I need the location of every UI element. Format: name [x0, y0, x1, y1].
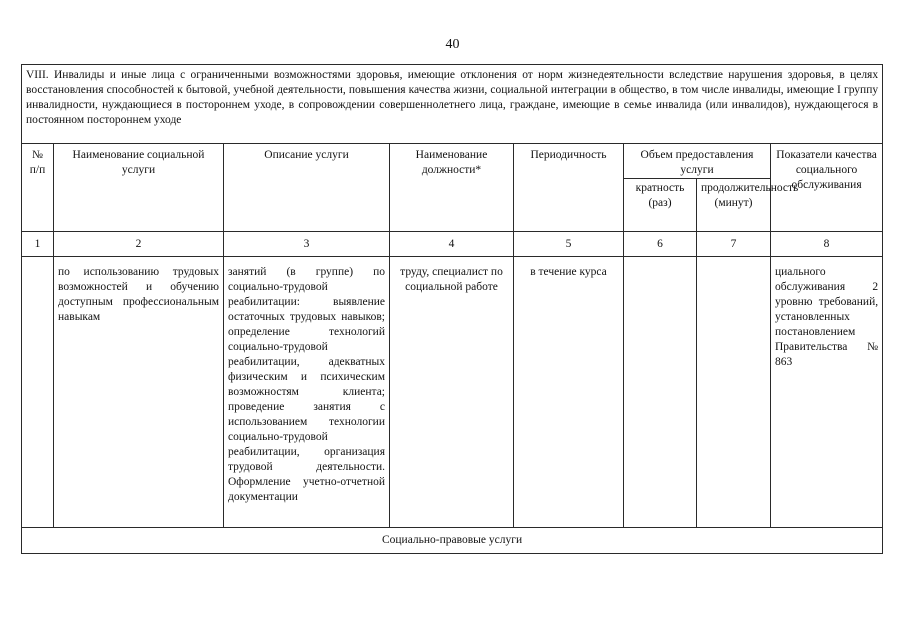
header-multiplicity: кратность (раз) — [624, 179, 697, 232]
cell-duration — [697, 257, 771, 528]
header-duration: продолжительность (минут) — [697, 179, 771, 232]
cell-periodicity: в течение курса — [514, 257, 624, 528]
cell-position: труду, специалист по социальной работе — [390, 257, 514, 528]
section-title: Социально-правовые услуги — [22, 528, 883, 554]
cell-service-description: занятий (в группе) по социально-трудовой реабилитации: выявление остаточных трудовых навыков; определение технологий социально-трудовой реабилитации, адекватных физическим и психическим возможностям клиента; проведение занятия с использованием технологии социально-трудовой реабилитации, организация трудовой деятельности. Оформление учетно-отчетной документации — [224, 257, 390, 528]
column-number-row — [22, 232, 883, 257]
header-quality: Показатели качества социального обслуживания — [771, 144, 883, 232]
cell-quality: циального обслуживания 2 уровню требований, установленных постановлением Правительства № 863 — [771, 257, 883, 528]
page-number: 40 — [445, 37, 460, 52]
cell-number — [22, 257, 54, 528]
column-number: 8 — [771, 232, 883, 257]
category-row — [22, 65, 883, 144]
column-number: 7 — [697, 232, 771, 257]
column-number: 2 — [54, 232, 224, 257]
header-service-description: Описание услуги — [224, 144, 390, 232]
column-number: 4 — [390, 232, 514, 257]
header-volume: Объем предоставления услуги — [624, 144, 771, 179]
cell-multiplicity — [624, 257, 697, 528]
header-periodicity: Периодичность — [514, 144, 624, 232]
category-description: VIII. Инвалиды и иные лица с ограниченными возможностями здоровья, имеющие отклонения от норм жизнедеятельности вследствие нарушения здоровья, в целях восстановления способностей к бытовой, учебной деятельности, повышения качества жизни, социальной интеграции в общество, в том числе инвалиды, имеющие I группу инвалидности, нуждающиеся в постороннем уходе, в сопровождении совершеннолетнего лица, граждане, имеющие в семье инвалида (или инвалидов), нуждающегося в постоянном постороннем уходе — [22, 65, 883, 144]
services-table — [21, 64, 883, 554]
column-number: 3 — [224, 232, 390, 257]
header-number: № п/п — [22, 144, 54, 232]
header-service-name: Наименование социальной услуги — [54, 144, 224, 232]
column-number: 1 — [22, 232, 54, 257]
table-row — [22, 257, 883, 528]
column-number: 5 — [514, 232, 624, 257]
section-row — [22, 528, 883, 554]
header-position: Наименование должности* — [390, 144, 514, 232]
header-row — [22, 144, 883, 179]
column-number: 6 — [624, 232, 697, 257]
cell-service-name: по использованию трудовых возможностей и обучению доступным профессиональным навыкам — [54, 257, 224, 528]
